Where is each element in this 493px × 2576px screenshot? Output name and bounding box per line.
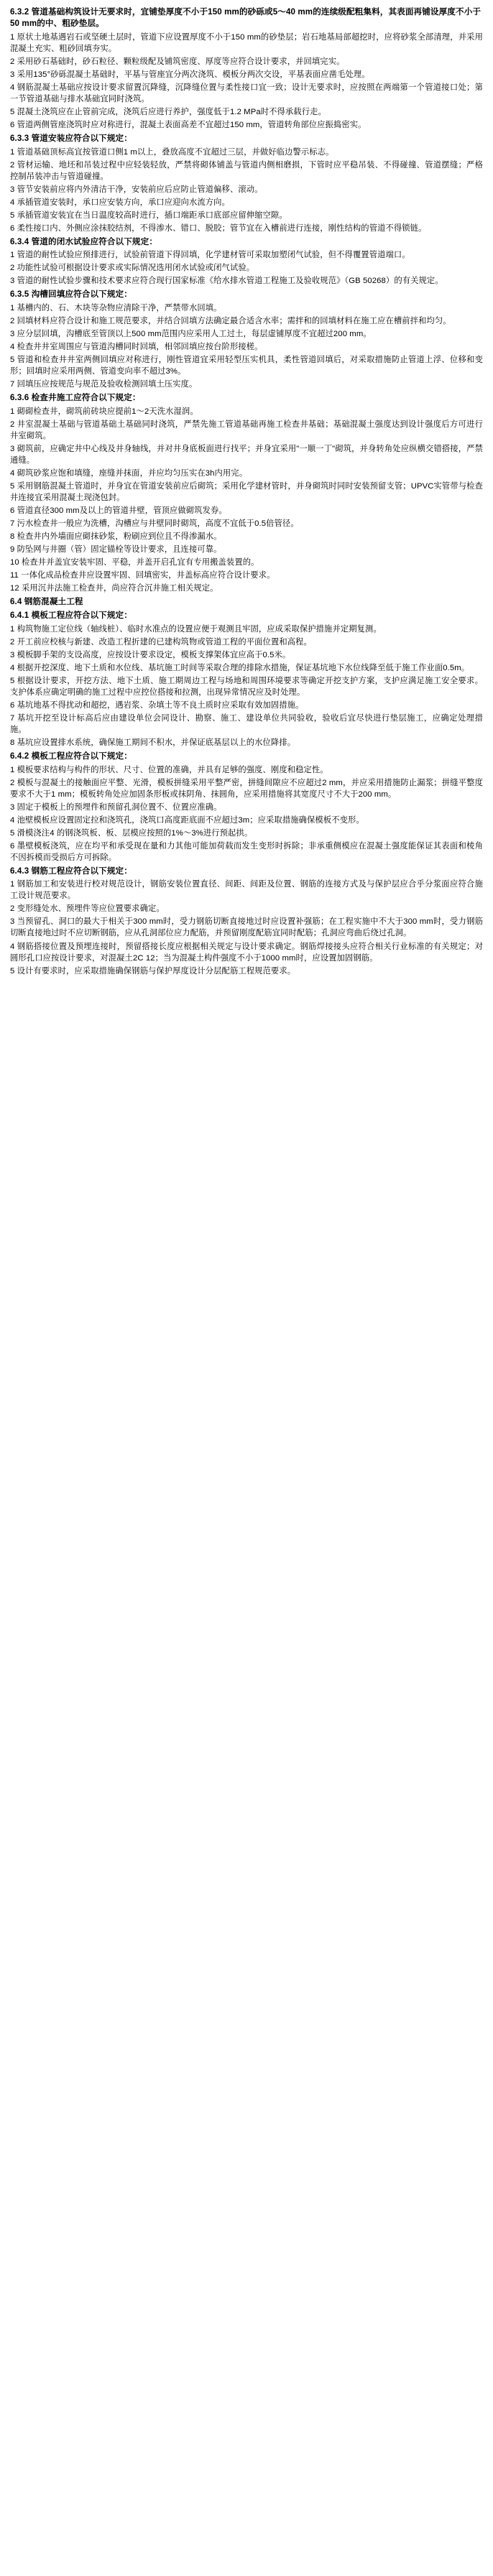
section-heading: 6.3.4 管道的闭水试验应符合以下规定： [10, 236, 158, 246]
body-paragraph: 1 管道的耐性试验应预排进行，试验前管道下得回填，化学建材管可采取加塑闭气试验，但不得覆置管道端口。 [10, 251, 410, 260]
body-paragraph: 2 开工前应校核与新建、改造工程折建的已建构筑物或管道工程的平面位置和高程。 [10, 637, 312, 647]
section-heading: 6.4.1 模板工程应符合以下规定： [10, 611, 132, 621]
body-paragraph: 5 混凝土浇筑应在止管前完成，浇筑后应进行养护，强度低于1.2 MPa时不得承载行走。 [10, 108, 326, 117]
body-paragraph: 8 检查井内外墙面应砌抹砂浆，粉刷应到位且不得渗漏水。 [10, 532, 222, 541]
body-paragraph: 4 承插管道安装时，承口应安装方向，承口应迎向水流方向。 [10, 198, 230, 207]
body-paragraph: 1 钢筋加工和安装进行校对规范设计，钢筋安装位置直径、间距、间距及位置、钢筋的连接方式及与保护层应合乎分浆面应符合施工设计规范要求。 [10, 880, 483, 901]
body-paragraph: 11 一体化成品检查井应设置牢固、回填密实，井盖标高应符合设计要求。 [10, 570, 275, 580]
body-paragraph: 2 管材运输、地坯和吊装过程中应轻装轻放，严禁将砌体铺盖与管道内侧相磨损，下管时应平稳吊装、不得碰撞、管道摆缝；严格控制吊装冲击与管道碰撞。 [10, 160, 483, 181]
document-page [0, 0, 493, 991]
document-body [10, 6, 483, 977]
body-paragraph: 1 构筑物施工定位线（轴线桩）、临时水准点的设置应便于观测且牢固，应成采取保护措施并定期复测。 [10, 624, 382, 634]
body-paragraph: 3 管道的耐性试验步骤和技术要求应符合现行国家标准《给水排水管道工程施工及验收规范》（GB 50268）的有关规定。 [10, 277, 443, 286]
body-paragraph: 3 应分层回填，沟槽底至管顶以上500 mm范围内应采用人工过土，每层虚铺厚度不宜超过200 mm。 [10, 329, 372, 338]
body-paragraph: 6 柔性接口内、外侧应涂抹胶结剂，不得渗水、错口、脱胶；管节宜在入槽前进行连接，刚性结构的管道不得锁链。 [10, 223, 427, 233]
body-paragraph: 6 管道两侧管座浇筑时应对称进行，混凝土表面高差不宜超过150 mm，管道转角部位应振捣密实。 [10, 121, 367, 130]
body-paragraph: 12 采用沉井法施工检查井，尚应符合沉井施工相关规定。 [10, 583, 218, 593]
body-paragraph: 1 砌砌检查井，砌筑前砖块应提前1～2天洗水湿润。 [10, 407, 198, 416]
section-heading: 6.4.3 钢筋工程应符合以下规定： [10, 866, 132, 876]
body-paragraph: 2 功能性试验可根据设计要求或实际情况选用闭水试验或闭气试验。 [10, 264, 255, 273]
body-paragraph: 5 采用钢筋混凝土管道时，并身宜在管道安装前应后砌筑；采用化学建材管时，并身砌筑时同时安装预留支管；UPVC实管带与检查井连接宜采用混凝土现浇包封。 [10, 481, 483, 502]
section-heading: 6.4.2 模板工程应符合以下规定： [10, 751, 132, 761]
body-paragraph: 3 固定于模板上的预埋件和预留孔洞位置不、位置应准确。 [10, 802, 222, 812]
body-paragraph: 1 原状土地基遇岩石或坚硬土层时，管道下应设置厚度不小于150 mm的砂垫层；岩石地基局部超挖时，应将砂浆全部清理，并采用混凝土充实、粗砂回填夯实。 [10, 32, 483, 53]
body-paragraph: 9 防坠网与井圈（管）固定锚栓等设计要求，且连接可靠。 [10, 545, 222, 554]
body-paragraph: 3 砌筑前，应确定井中心线及井身轴线，并对井身底板面进行找平；并身宜采用"一顺一丁"砌筑，并身转角处应纵横交错搭接，严禁通缝。 [10, 444, 483, 465]
body-paragraph: 7 回填压应按规范与规范及验收检测回填土压实度。 [10, 380, 198, 389]
body-paragraph: 5 承插管道安装宜在当日温度较高时进行，插口端距承口底部应留伸缩空隙。 [10, 210, 287, 220]
body-paragraph: 4 砌筑砂浆应饱和填缝，座缝并抹面，并应均匀压实在3h内用完。 [10, 468, 248, 478]
body-paragraph: 2 井室混凝土基础与管道基础土基础同时浇筑，严禁先施工管道基础再施工检查井基础；基础混凝土强度达到设计强度后方可进行井室砌筑。 [10, 420, 483, 440]
body-paragraph: 1 模板要求结构与构件的形状、尺寸、位置的准确，并具有足够的强度、刚度和稳定性。 [10, 765, 328, 774]
section-heading: 6.3.6 检查井施工应符合以下规定： [10, 393, 141, 403]
body-paragraph: 4 池壁模板应设置固定拉和浇筑孔，浇筑口高度距底面不应超过3m；应采取措施确保模板不变形。 [10, 815, 364, 825]
body-paragraph: 3 当预留孔、洞口的最大于相关于300 mm时，受力钢筋切断直接地过时应设置补强筋；在工程实施中不大于300 mm时，受力钢筋切断直接地过时不应切断钢筋，应从孔洞部位应力配筋，并预留刚度配筋宜同时配筋；孔洞应弯曲后绕过孔洞。 [10, 917, 483, 938]
body-paragraph: 2 变形缝处水、预埋件等应位置要求确定。 [10, 904, 165, 914]
body-paragraph: 1 基槽内的、石、木块等杂物应清除干净，严禁带水回填。 [10, 303, 222, 312]
section-heading: 6.3.3 管道安装应符合以下规定： [10, 134, 132, 144]
body-paragraph: 1 管道基础顶标高宜按管道口侧1 m以上，叠放高度不宜超过三层，并做好临边警示标志。 [10, 147, 334, 157]
body-paragraph: 4 检查井井室周围应与管道沟槽同时回填，相邻回填应按台阶形接槎。 [10, 342, 263, 351]
body-paragraph: 3 模板脚手架的支设高度，应按设计要求设定，模板支撑架体宜应高于0.5米。 [10, 650, 291, 659]
body-paragraph: 3 管节安装前应将内外清洁干净，安装前应后应防止管道偏移、滚动。 [10, 185, 263, 194]
section-heading: 6.4 钢筋混凝土工程 [10, 596, 83, 606]
body-paragraph: 7 污水检查井一般应为洗槽，沟槽应与井壁同时砌筑，高度不宜低于0.5倍管径。 [10, 519, 299, 528]
body-paragraph: 4 根据开挖深度、地下土质和水位线、基坑施工时间等采取合理的排除水措施，保证基坑地下水位线降至低于施工作业面0.5m。 [10, 663, 470, 672]
body-paragraph: 7 基坑开挖至设计标高后应由建设单位会同设计、勘察、施工、建设单位共同验收，验收后宜尽快进行垫层施工，应确定处理措施。 [10, 714, 483, 735]
body-paragraph: 6 墨壁模板浇筑，应在均平和承受现在量和力其他可能加荷载而发生变形时拆除；非承重侧模应在混凝土强度能保证其表面和棱角不因拆模而受损后方可拆除。 [10, 841, 483, 862]
body-paragraph: 5 滑模浇注4 的钢浇筑板、板、层模应按照的1%～3%进行预起拱。 [10, 828, 253, 838]
body-paragraph: 5 管道和检查井井室两侧回填应对称进行，刚性管道宜采用轻型压实机具，柔性管道回填后，对采取措施防止管道上浮、位移和变形；回填时应采用两侧、管道变向率不超过3%。 [10, 355, 483, 376]
section-heading: 6.3.5 沟槽回填应符合以下规定： [10, 289, 132, 300]
body-paragraph: 6 管道直径300 mm及以上的管道井壁，管顶应做砌筑发券。 [10, 506, 227, 515]
body-paragraph: 2 采用砂石基础时，砂石粒径、颗粒级配及铺筑密度、厚度等应符合设计要求，并回填完实。 [10, 57, 345, 66]
section-heading: 6.3.2 管道基础构筑设计无要求时，宜铺垫厚度不小于150 mm的砂砾或5～40 mm的连续级配粗集料，其表面再铺设厚度不小于50 mm的中、粗砂垫层。 [10, 7, 482, 29]
body-paragraph: 8 基坑应设置排水系统，确保施工期间不积水，并保证底基层以上的水位降排。 [10, 738, 296, 748]
body-paragraph: 4 钢筋搭接位置及预埋连接时，预留搭接长度应根据相关规定与设计要求确定。钢筋焊接接头应符合相关行业标准的有关规定；对圆形孔口应按设计要求，对混凝土2C 12；当为混凝土构件强度不小于1000 mm时，应设置加固钢筋。 [10, 942, 483, 963]
body-paragraph: 5 设计有要求时，应采取措施确保钢筋与保护厚度设计分层配筋工程规范要求。 [10, 966, 296, 976]
body-paragraph: 5 根据设计要求，开挖方法、地下土质、施工期周边工程与场地和周围环境要求等确定开挖支护方案，支护应满足施工安全要求。支护体系应确定明确的施工过程中应控位搭接和拉测，出现异常情况应及时处理。 [10, 677, 483, 698]
body-paragraph: 2 模板与混凝土的接触面应平整、光滑，模板拼缝采用平整严密，拼缝间隙应不应超过2 mm，并应采用措施防止漏浆；拼缝平整度要求不大于1 mm；模板转角处应加固条形板或抹阴角、抹圆角，应采用措施将其宽度尺寸不大于200 mm。 [10, 778, 483, 799]
body-paragraph: 2 回填材料应符合设计和施工规范要求，并结合回填方法确定最合适含水率；需拌和的回填材料在施工应在槽前拌和均匀。 [10, 316, 451, 325]
body-paragraph: 4 钢筋混凝土基础应按设计要求留置沉降缝，沉降缝位置与柔性接口宜一致；设计无要求时，应按照在两端第一个管道接口处；第一节管道基础与排水基础宜同时浇筑。 [10, 83, 483, 104]
body-paragraph: 6 基坑地基不得扰动和超挖，遇岩浆、杂填土等不良土质时应采取有效加固措施。 [10, 701, 304, 710]
body-paragraph: 3 采用135°砂砾混凝土基础时，平基与管座宜分两次浇筑、模板分两次交设，平基表面应凿毛处理。 [10, 70, 370, 79]
body-paragraph: 10 检查井并盖宜安装牢固、平稳，并盖开启孔宜有专用搬盖装置的。 [10, 557, 259, 567]
